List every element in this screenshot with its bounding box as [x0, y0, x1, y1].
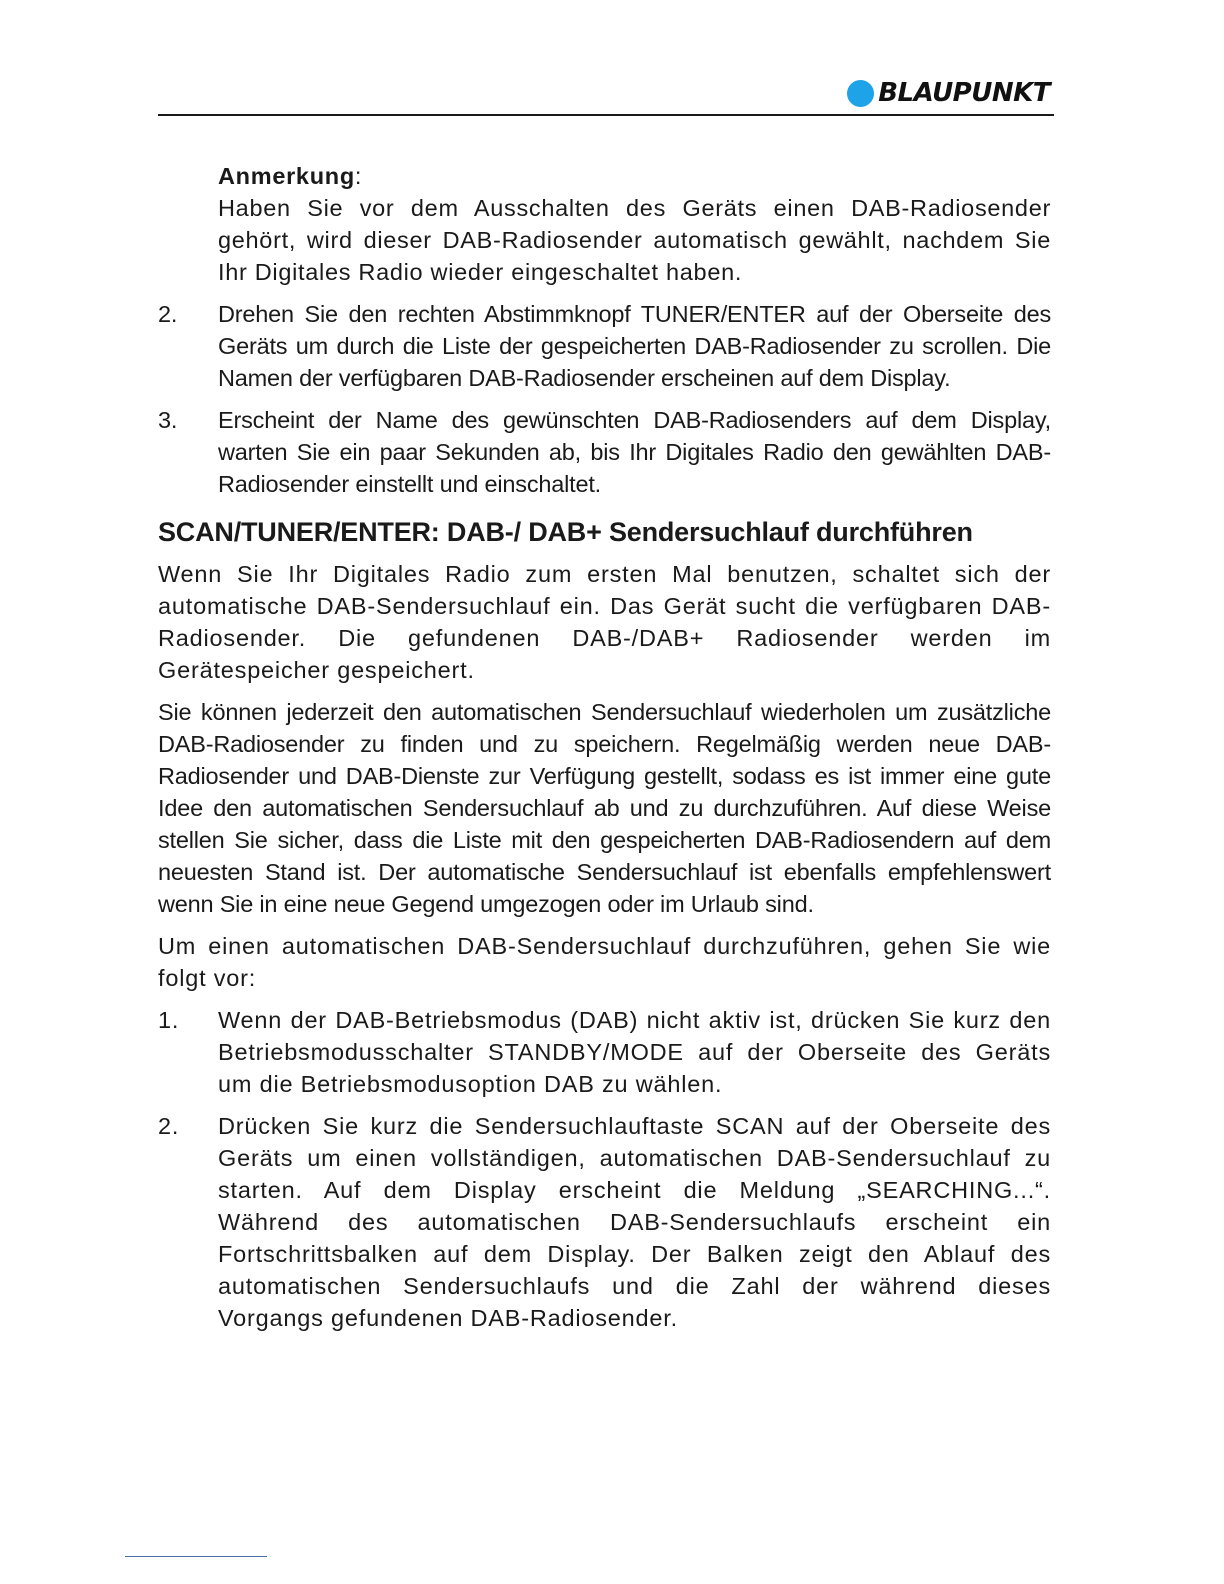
section-paragraph: Wenn Sie Ihr Digitales Radio zum ersten Mal benutzen, schaltet sich der automatische DAB-Sendersuchlauf ein. Das Gerät sucht die verfügbaren DAB-Radiosender. Die gefundenen DAB-/DAB+ Radiosender werden im Gerätespeicher gespeichert. — [158, 561, 1051, 683]
list-item-number: 3. — [158, 407, 178, 433]
list-item-text: Wenn der DAB-Betriebsmodus (DAB) nicht aktiv ist, drücken Sie kurz den Betriebsmodusschalter STANDBY/MODE auf der Oberseite des Geräts um die Betriebsmodusoption DAB zu wählen. — [218, 1007, 1051, 1097]
section-paragraph: Sie können jederzeit den automatischen Sendersuchlauf wiederholen um zusätzliche DAB-Radiosender zu finden und zu speichern. Regelmäßig werden neue DAB-Radiosender und DAB-Dienste zur Verfügung gestellt, sodass es ist immer eine gute Idee den automatischen Sendersuchlauf ab und zu durchzuführen. Auf diese Weise stellen Sie sicher, dass die Liste mit den gespeicherten DAB-Radiosendern auf dem neuesten Stand ist. Der automatische Sendersuchlauf ist ebenfalls empfehlenswert wenn Sie in eine neue Gegend umgezogen oder im Urlaub sind. — [158, 699, 1051, 917]
section-heading: SCAN/TUNER/ENTER: DAB-/ DAB+ Sendersuchlauf durchführen — [158, 517, 973, 547]
brand-logo — [847, 78, 1050, 108]
list-item — [158, 404, 1051, 500]
list-item-number: 2. — [158, 1113, 180, 1139]
list-item-text: Erscheint der Name des gewünschten DAB-Radiosenders auf dem Display, warten Sie ein paar Sekunden ab, bis Ihr Digitales Radio den gewählten DAB-Radiosender einstellt und einschaltet. — [218, 407, 1051, 497]
list-item — [158, 298, 1051, 394]
note-block — [218, 160, 1051, 288]
list-item — [158, 1110, 1051, 1334]
list-item-text: Drücken Sie kurz die Sendersuchlauftaste SCAN auf der Oberseite des Geräts um einen vollständigen, automatischen DAB-Sendersuchlauf zu starten. Auf dem Display erscheint die Meldung „SEARCHING...“. Während des automatischen DAB-Sendersuchlaufs erscheint ein Fortschrittsbalken auf dem Display. Der Balken zeigt den Ablauf des automatischen Sendersuchlaufs und die Zahl der während dieses Vorgangs gefundenen DAB-Radiosender. — [218, 1113, 1051, 1331]
brand-dot-icon — [847, 80, 874, 107]
list-item-number: 1. — [158, 1007, 180, 1033]
note-body: Haben Sie vor dem Ausschalten des Geräts einen DAB-Radiosender gehört, wird dieser DAB-Radiosender automatisch gewählt, nachdem Sie Ihr Digitales Radio wieder eingeschaltet haben. — [218, 195, 1051, 285]
note-title: Anmerkung — [218, 163, 355, 189]
brand-name: BLAUPUNKT — [878, 78, 1050, 108]
note-heading — [218, 160, 1051, 192]
list-item-number: 2. — [158, 301, 178, 327]
list-item — [158, 1004, 1051, 1100]
section-paragraph: Um einen automatischen DAB-Sendersuchlauf durchzuführen, gehen Sie wie folgt vor: — [158, 933, 1051, 991]
list-item-text: Drehen Sie den rechten Abstimmknopf TUNER/ENTER auf der Oberseite des Geräts um durch die Liste der gespeicherten DAB-Radiosender zu scrollen. Die Namen der verfügbaren DAB-Radiosender erscheinen auf dem Display. — [218, 301, 1051, 391]
page-header — [158, 74, 1054, 116]
footer-divider — [125, 1556, 267, 1557]
page-content — [158, 160, 1051, 1344]
note-colon: : — [354, 163, 363, 189]
